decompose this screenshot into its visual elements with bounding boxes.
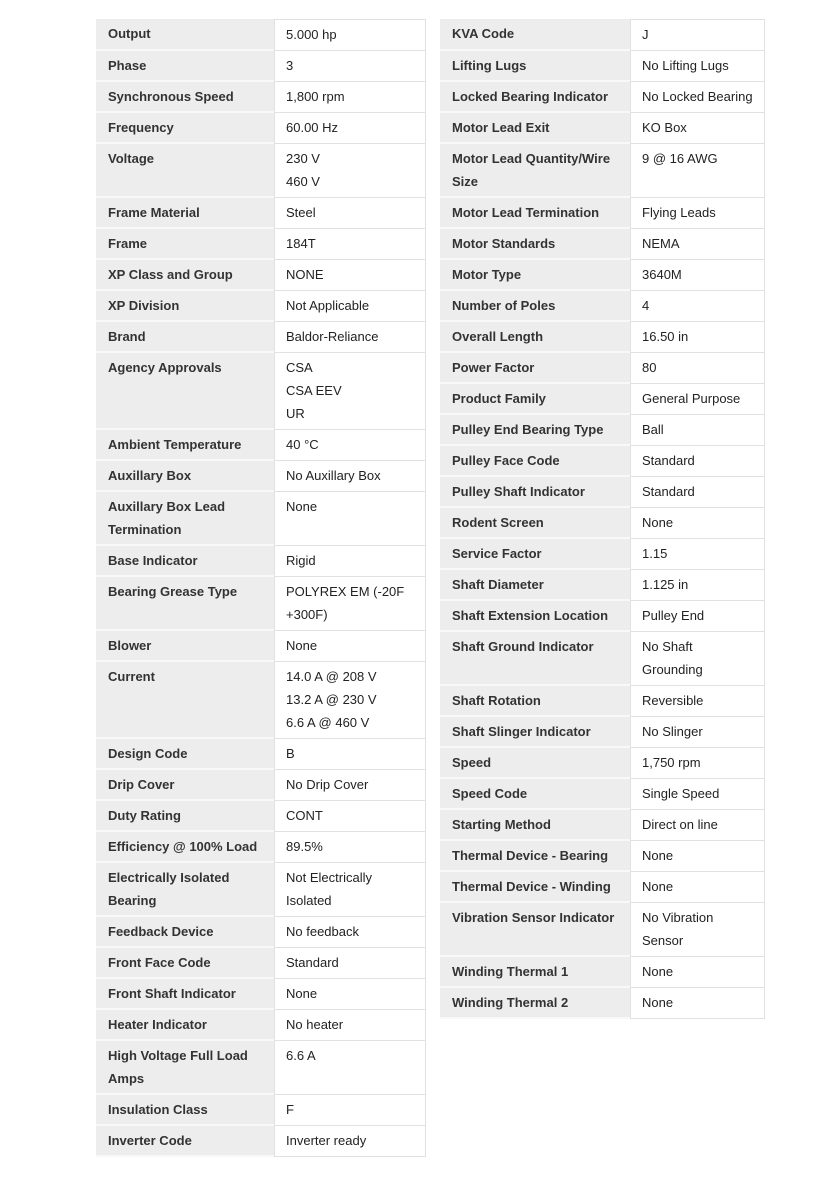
spec-row-locked-bearing-indicator: [440, 82, 765, 113]
spec-row-motor-type: [440, 260, 765, 291]
spec-value-line: CONT: [286, 808, 323, 823]
spec-value-line: 13.2 A @ 230 V: [286, 692, 377, 707]
spec-label: Pulley Shaft Indicator: [440, 477, 630, 508]
spec-value-line: None: [642, 515, 674, 530]
spec-value: [630, 51, 765, 82]
spec-value: [630, 570, 765, 601]
spec-row-rodent-screen: [440, 508, 765, 539]
spec-row-starting-method: [440, 810, 765, 841]
spec-value: [274, 229, 426, 260]
spec-value-line: No Shaft: [642, 639, 693, 654]
spec-label: Current: [96, 662, 274, 739]
spec-row-shaft-extension-location: [440, 601, 765, 632]
spec-label: Number of Poles: [440, 291, 630, 322]
spec-label: Drip Cover: [96, 770, 274, 801]
spec-label: Insulation Class: [96, 1095, 274, 1126]
spec-row-shaft-slinger-indicator: [440, 717, 765, 748]
spec-label: High Voltage Full Load Amps: [96, 1041, 274, 1095]
spec-label: Front Face Code: [96, 948, 274, 979]
spec-value: [274, 577, 426, 631]
spec-row-electrically-isolated-bearing: [96, 863, 426, 917]
spec-row-frame-material: [96, 198, 426, 229]
spec-value: [274, 19, 426, 51]
spec-label: Feedback Device: [96, 917, 274, 948]
spec-label: Shaft Rotation: [440, 686, 630, 717]
spec-label: Frame: [96, 229, 274, 260]
spec-value: [274, 51, 426, 82]
spec-value-line: 3640M: [642, 267, 682, 282]
spec-label: Duty Rating: [96, 801, 274, 832]
spec-label: Auxillary Box Lead Termination: [96, 492, 274, 546]
spec-row-output: [96, 19, 426, 51]
spec-value: [630, 872, 765, 903]
spec-value: [630, 477, 765, 508]
spec-row-duty-rating: [96, 801, 426, 832]
spec-label: Product Family: [440, 384, 630, 415]
spec-value: [630, 353, 765, 384]
spec-row-vibration-sensor-indicator: [440, 903, 765, 957]
spec-value-line: NONE: [286, 267, 324, 282]
spec-value-line: Standard: [286, 955, 339, 970]
spec-value-line: Inverter ready: [286, 1133, 367, 1148]
spec-label: Frequency: [96, 113, 274, 144]
spec-label: Shaft Extension Location: [440, 601, 630, 632]
spec-value-line: +300F): [286, 607, 328, 622]
spec-row-number-of-poles: [440, 291, 765, 322]
spec-row-efficiency-100-load: [96, 832, 426, 863]
spec-value: [630, 260, 765, 291]
spec-value: [274, 863, 426, 917]
spec-row-winding-thermal-1: [440, 957, 765, 988]
spec-value-line: 6.6 A: [286, 1048, 316, 1063]
spec-row-voltage: [96, 144, 426, 198]
spec-value-line: Pulley End: [642, 608, 705, 623]
spec-row-auxillary-box: [96, 461, 426, 492]
spec-value-line: Not Applicable: [286, 298, 370, 313]
spec-row-motor-lead-termination: [440, 198, 765, 229]
spec-label: Overall Length: [440, 322, 630, 353]
spec-label: Motor Lead Exit: [440, 113, 630, 144]
spec-value: [630, 841, 765, 872]
spec-value: [274, 492, 426, 546]
spec-value-line: No Lifting Lugs: [642, 58, 729, 73]
spec-row-frame: [96, 229, 426, 260]
spec-value-line: B: [286, 746, 295, 761]
spec-value-line: Steel: [286, 205, 316, 220]
spec-value: [274, 1095, 426, 1126]
spec-value: [274, 801, 426, 832]
spec-value: [630, 82, 765, 113]
spec-value-line: None: [642, 964, 674, 979]
spec-value-line: 1,750 rpm: [642, 755, 701, 770]
spec-value-line: No Auxillary Box: [286, 468, 381, 483]
spec-row-speed-code: [440, 779, 765, 810]
spec-row-product-family: [440, 384, 765, 415]
spec-label: Pulley Face Code: [440, 446, 630, 477]
spec-value-line: 230 V: [286, 151, 320, 166]
spec-value-line: 9 @ 16 AWG: [642, 151, 718, 166]
spec-value: [630, 779, 765, 810]
motor-spec-sheet: [96, 19, 765, 1157]
spec-row-base-indicator: [96, 546, 426, 577]
spec-label: XP Class and Group: [96, 260, 274, 291]
spec-value-line: NEMA: [642, 236, 680, 251]
spec-row-pulley-face-code: [440, 446, 765, 477]
spec-row-shaft-rotation: [440, 686, 765, 717]
spec-row-agency-approvals: [96, 353, 426, 430]
spec-value: [274, 770, 426, 801]
spec-row-service-factor: [440, 539, 765, 570]
spec-row-front-shaft-indicator: [96, 979, 426, 1010]
spec-label: Shaft Slinger Indicator: [440, 717, 630, 748]
spec-label: Agency Approvals: [96, 353, 274, 430]
spec-label: Motor Lead Quantity/Wire Size: [440, 144, 630, 198]
spec-value: [630, 508, 765, 539]
spec-label: Power Factor: [440, 353, 630, 384]
spec-value: [274, 144, 426, 198]
spec-label: Heater Indicator: [96, 1010, 274, 1041]
spec-value: [274, 322, 426, 353]
spec-label: Voltage: [96, 144, 274, 198]
spec-value: [630, 903, 765, 957]
spec-row-synchronous-speed: [96, 82, 426, 113]
spec-label: Starting Method: [440, 810, 630, 841]
spec-value: [274, 917, 426, 948]
spec-value-line: 1,800 rpm: [286, 89, 345, 104]
spec-row-current: [96, 662, 426, 739]
spec-value: [630, 601, 765, 632]
spec-value-line: Single Speed: [642, 786, 720, 801]
spec-row-shaft-ground-indicator: [440, 632, 765, 686]
spec-value-line: 40 °C: [286, 437, 319, 452]
spec-row-bearing-grease-type: [96, 577, 426, 631]
spec-row-inverter-code: [96, 1126, 426, 1157]
spec-value-line: No Locked Bearing: [642, 89, 753, 104]
spec-value-line: Sensor: [642, 933, 684, 948]
spec-value-line: Baldor-Reliance: [286, 329, 379, 344]
spec-value-line: None: [286, 986, 318, 1001]
spec-label: Brand: [96, 322, 274, 353]
spec-label: Motor Type: [440, 260, 630, 291]
spec-row-blower: [96, 631, 426, 662]
spec-label: Pulley End Bearing Type: [440, 415, 630, 446]
spec-value-line: Ball: [642, 422, 664, 437]
spec-row-frequency: [96, 113, 426, 144]
spec-row-motor-standards: [440, 229, 765, 260]
spec-value-line: 80: [642, 360, 657, 375]
spec-value-line: Not Electrically: [286, 870, 372, 885]
spec-value-line: 4: [642, 298, 650, 313]
spec-label: Efficiency @ 100% Load: [96, 832, 274, 863]
spec-value: [630, 19, 765, 51]
spec-label: Rodent Screen: [440, 508, 630, 539]
spec-value: [274, 1041, 426, 1095]
spec-label: Lifting Lugs: [440, 51, 630, 82]
spec-value-line: No Drip Cover: [286, 777, 369, 792]
spec-value-line: CSA EEV: [286, 383, 342, 398]
spec-row-phase: [96, 51, 426, 82]
spec-value-line: Flying Leads: [642, 205, 716, 220]
spec-value: [274, 631, 426, 662]
spec-value: [274, 113, 426, 144]
spec-value-line: Isolated: [286, 893, 332, 908]
spec-value-line: 16.50 in: [642, 329, 689, 344]
spec-value: [630, 198, 765, 229]
spec-value-line: 6.6 A @ 460 V: [286, 715, 370, 730]
spec-value-line: UR: [286, 406, 305, 421]
spec-value: [630, 229, 765, 260]
spec-value: [630, 113, 765, 144]
spec-value: [630, 717, 765, 748]
spec-value-line: None: [642, 848, 674, 863]
spec-value-line: None: [642, 879, 674, 894]
spec-label: Thermal Device - Bearing: [440, 841, 630, 872]
spec-row-heater-indicator: [96, 1010, 426, 1041]
spec-value: [274, 662, 426, 739]
spec-value: [630, 686, 765, 717]
spec-row-auxillary-box-lead-termination: [96, 492, 426, 546]
spec-value: [630, 748, 765, 779]
spec-label: Shaft Diameter: [440, 570, 630, 601]
spec-row-thermal-device-bearing: [440, 841, 765, 872]
spec-label: Inverter Code: [96, 1126, 274, 1157]
spec-value-line: 60.00 Hz: [286, 120, 339, 135]
spec-value-line: POLYREX EM (-20F: [286, 584, 405, 599]
spec-row-drip-cover: [96, 770, 426, 801]
spec-label: Design Code: [96, 739, 274, 770]
spec-label: XP Division: [96, 291, 274, 322]
spec-label: Phase: [96, 51, 274, 82]
spec-value-line: 89.5%: [286, 839, 323, 854]
spec-table-left: [96, 19, 426, 1157]
spec-row-lifting-lugs: [440, 51, 765, 82]
spec-row-motor-lead-quantity-wire-size: [440, 144, 765, 198]
spec-value: [274, 739, 426, 770]
spec-value: [274, 948, 426, 979]
spec-label: Speed Code: [440, 779, 630, 810]
spec-value-line: No heater: [286, 1017, 344, 1032]
spec-value-line: General Purpose: [642, 391, 741, 406]
spec-label: Service Factor: [440, 539, 630, 570]
spec-row-kva-code: [440, 19, 765, 51]
spec-label: Front Shaft Indicator: [96, 979, 274, 1010]
spec-row-insulation-class: [96, 1095, 426, 1126]
spec-label: Motor Lead Termination: [440, 198, 630, 229]
spec-value-line: No Slinger: [642, 724, 703, 739]
spec-value-line: Standard: [642, 484, 695, 499]
spec-table-right: [440, 19, 765, 1019]
spec-row-design-code: [96, 739, 426, 770]
spec-row-brand: [96, 322, 426, 353]
spec-label: Vibration Sensor Indicator: [440, 903, 630, 957]
spec-row-power-factor: [440, 353, 765, 384]
spec-value: [630, 291, 765, 322]
spec-value: [630, 384, 765, 415]
spec-value-line: Grounding: [642, 662, 703, 677]
spec-value: [274, 546, 426, 577]
spec-value-line: 1.125 in: [642, 577, 689, 592]
spec-row-thermal-device-winding: [440, 872, 765, 903]
spec-value: [630, 322, 765, 353]
spec-row-shaft-diameter: [440, 570, 765, 601]
spec-label: Synchronous Speed: [96, 82, 274, 113]
spec-value: [630, 446, 765, 477]
spec-value: [274, 82, 426, 113]
spec-value-line: None: [286, 638, 318, 653]
spec-label: Bearing Grease Type: [96, 577, 274, 631]
spec-row-overall-length: [440, 322, 765, 353]
spec-label: Base Indicator: [96, 546, 274, 577]
spec-value: [630, 810, 765, 841]
spec-value-line: KO Box: [642, 120, 687, 135]
spec-row-feedback-device: [96, 917, 426, 948]
spec-label: Auxillary Box: [96, 461, 274, 492]
spec-value: [274, 461, 426, 492]
spec-label: Locked Bearing Indicator: [440, 82, 630, 113]
spec-row-ambient-temperature: [96, 430, 426, 461]
spec-label: Winding Thermal 1: [440, 957, 630, 988]
spec-label: Motor Standards: [440, 229, 630, 260]
spec-value: [274, 260, 426, 291]
spec-label: KVA Code: [440, 19, 630, 51]
spec-value: [274, 353, 426, 430]
spec-value-line: 14.0 A @ 208 V: [286, 669, 377, 684]
spec-label: Frame Material: [96, 198, 274, 229]
spec-value-line: Rigid: [286, 553, 316, 568]
spec-row-winding-thermal-2: [440, 988, 765, 1019]
spec-label: Ambient Temperature: [96, 430, 274, 461]
spec-value: [630, 539, 765, 570]
spec-value: [630, 144, 765, 198]
spec-value: [630, 632, 765, 686]
spec-row-pulley-end-bearing-type: [440, 415, 765, 446]
spec-value-line: Standard: [642, 453, 695, 468]
spec-label: Thermal Device - Winding: [440, 872, 630, 903]
spec-value-line: CSA: [286, 360, 313, 375]
spec-label: Output: [96, 19, 274, 51]
spec-row-xp-class-and-group: [96, 260, 426, 291]
spec-value: [630, 957, 765, 988]
spec-row-speed: [440, 748, 765, 779]
spec-value-line: 5.000 hp: [286, 27, 337, 42]
spec-value-line: 3: [286, 58, 294, 73]
spec-value-line: None: [642, 995, 674, 1010]
spec-value-line: 1.15: [642, 546, 668, 561]
spec-value-line: F: [286, 1102, 294, 1117]
spec-value: [630, 415, 765, 446]
spec-value: [274, 291, 426, 322]
spec-row-front-face-code: [96, 948, 426, 979]
spec-label: Shaft Ground Indicator: [440, 632, 630, 686]
spec-value-line: Reversible: [642, 693, 704, 708]
spec-value: [274, 832, 426, 863]
spec-value-line: J: [642, 27, 649, 42]
spec-label: Winding Thermal 2: [440, 988, 630, 1019]
spec-label: Blower: [96, 631, 274, 662]
spec-value-line: No feedback: [286, 924, 359, 939]
spec-value: [274, 198, 426, 229]
spec-row-pulley-shaft-indicator: [440, 477, 765, 508]
spec-label: Speed: [440, 748, 630, 779]
spec-value-line: Direct on line: [642, 817, 718, 832]
spec-value: [274, 430, 426, 461]
spec-value: [274, 1010, 426, 1041]
spec-value-line: 460 V: [286, 174, 320, 189]
spec-row-motor-lead-exit: [440, 113, 765, 144]
spec-value-line: No Vibration: [642, 910, 714, 925]
spec-row-high-voltage-full-load-amps: [96, 1041, 426, 1095]
spec-value-line: None: [286, 499, 318, 514]
spec-label: Electrically Isolated Bearing: [96, 863, 274, 917]
spec-value: [630, 988, 765, 1019]
spec-value: [274, 979, 426, 1010]
spec-row-xp-division: [96, 291, 426, 322]
spec-value-line: 184T: [286, 236, 316, 251]
spec-value: [274, 1126, 426, 1157]
